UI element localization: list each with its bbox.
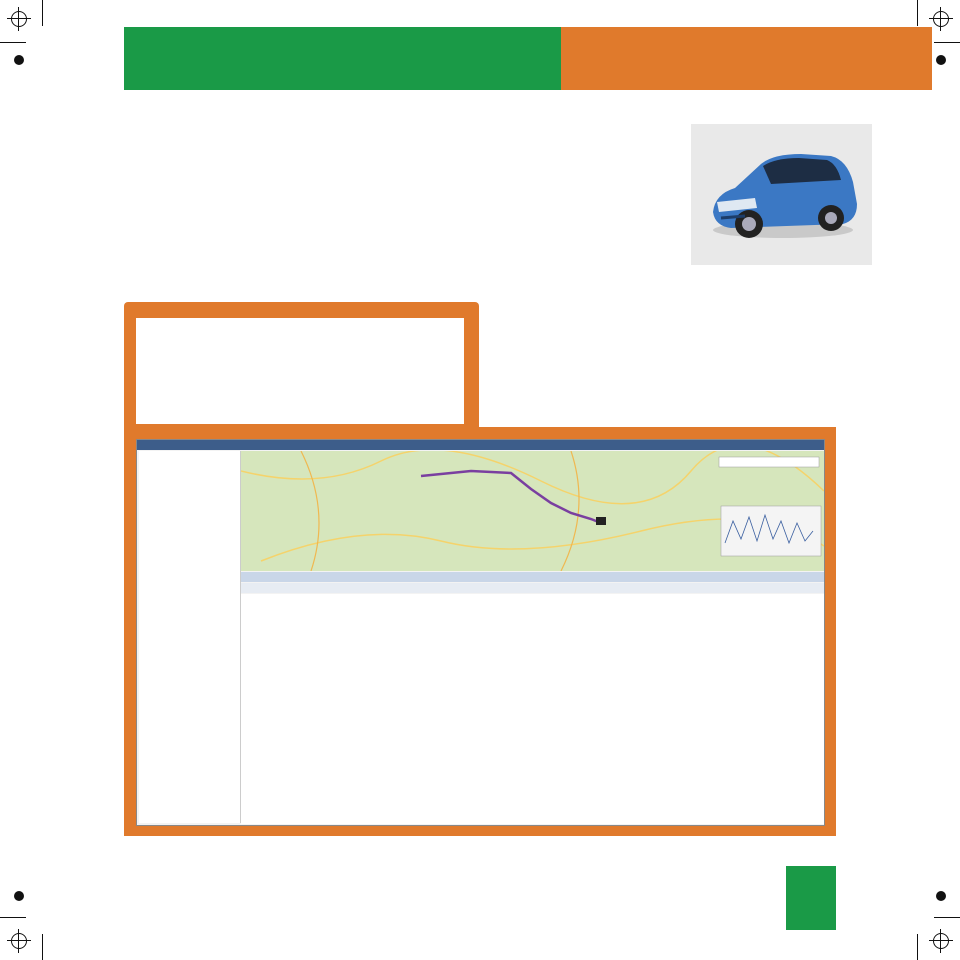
crop-mark [934, 42, 960, 43]
crop-mark [917, 0, 918, 26]
registration-dot [936, 891, 946, 901]
registration-dot [14, 55, 24, 65]
driving-style-chart [136, 318, 464, 424]
logbook-tabs [241, 572, 824, 582]
chart-area [136, 318, 464, 424]
app-nav-bar [137, 440, 824, 450]
crop-mark [0, 42, 26, 43]
registration-dot [14, 891, 24, 901]
vehicle-sidebar [139, 451, 241, 823]
registration-mark [11, 11, 27, 27]
registration-dot [936, 55, 946, 65]
crop-mark [0, 917, 26, 918]
registration-mark [11, 933, 27, 949]
logbook-table [241, 594, 824, 824]
page-number-box [786, 866, 836, 930]
crop-mark [42, 934, 43, 960]
app-screenshot [136, 439, 825, 826]
registration-mark [933, 11, 949, 27]
crop-mark [934, 917, 960, 918]
registration-mark [933, 933, 949, 949]
logbook-toolbar [241, 583, 824, 593]
header-band-orange [561, 27, 932, 90]
car-illustration [691, 124, 872, 265]
map-view[interactable] [241, 451, 824, 571]
car-photo [691, 124, 872, 265]
crop-mark [42, 0, 43, 26]
map-canvas [241, 451, 824, 571]
crop-mark [917, 934, 918, 960]
header-band-green [124, 27, 561, 90]
